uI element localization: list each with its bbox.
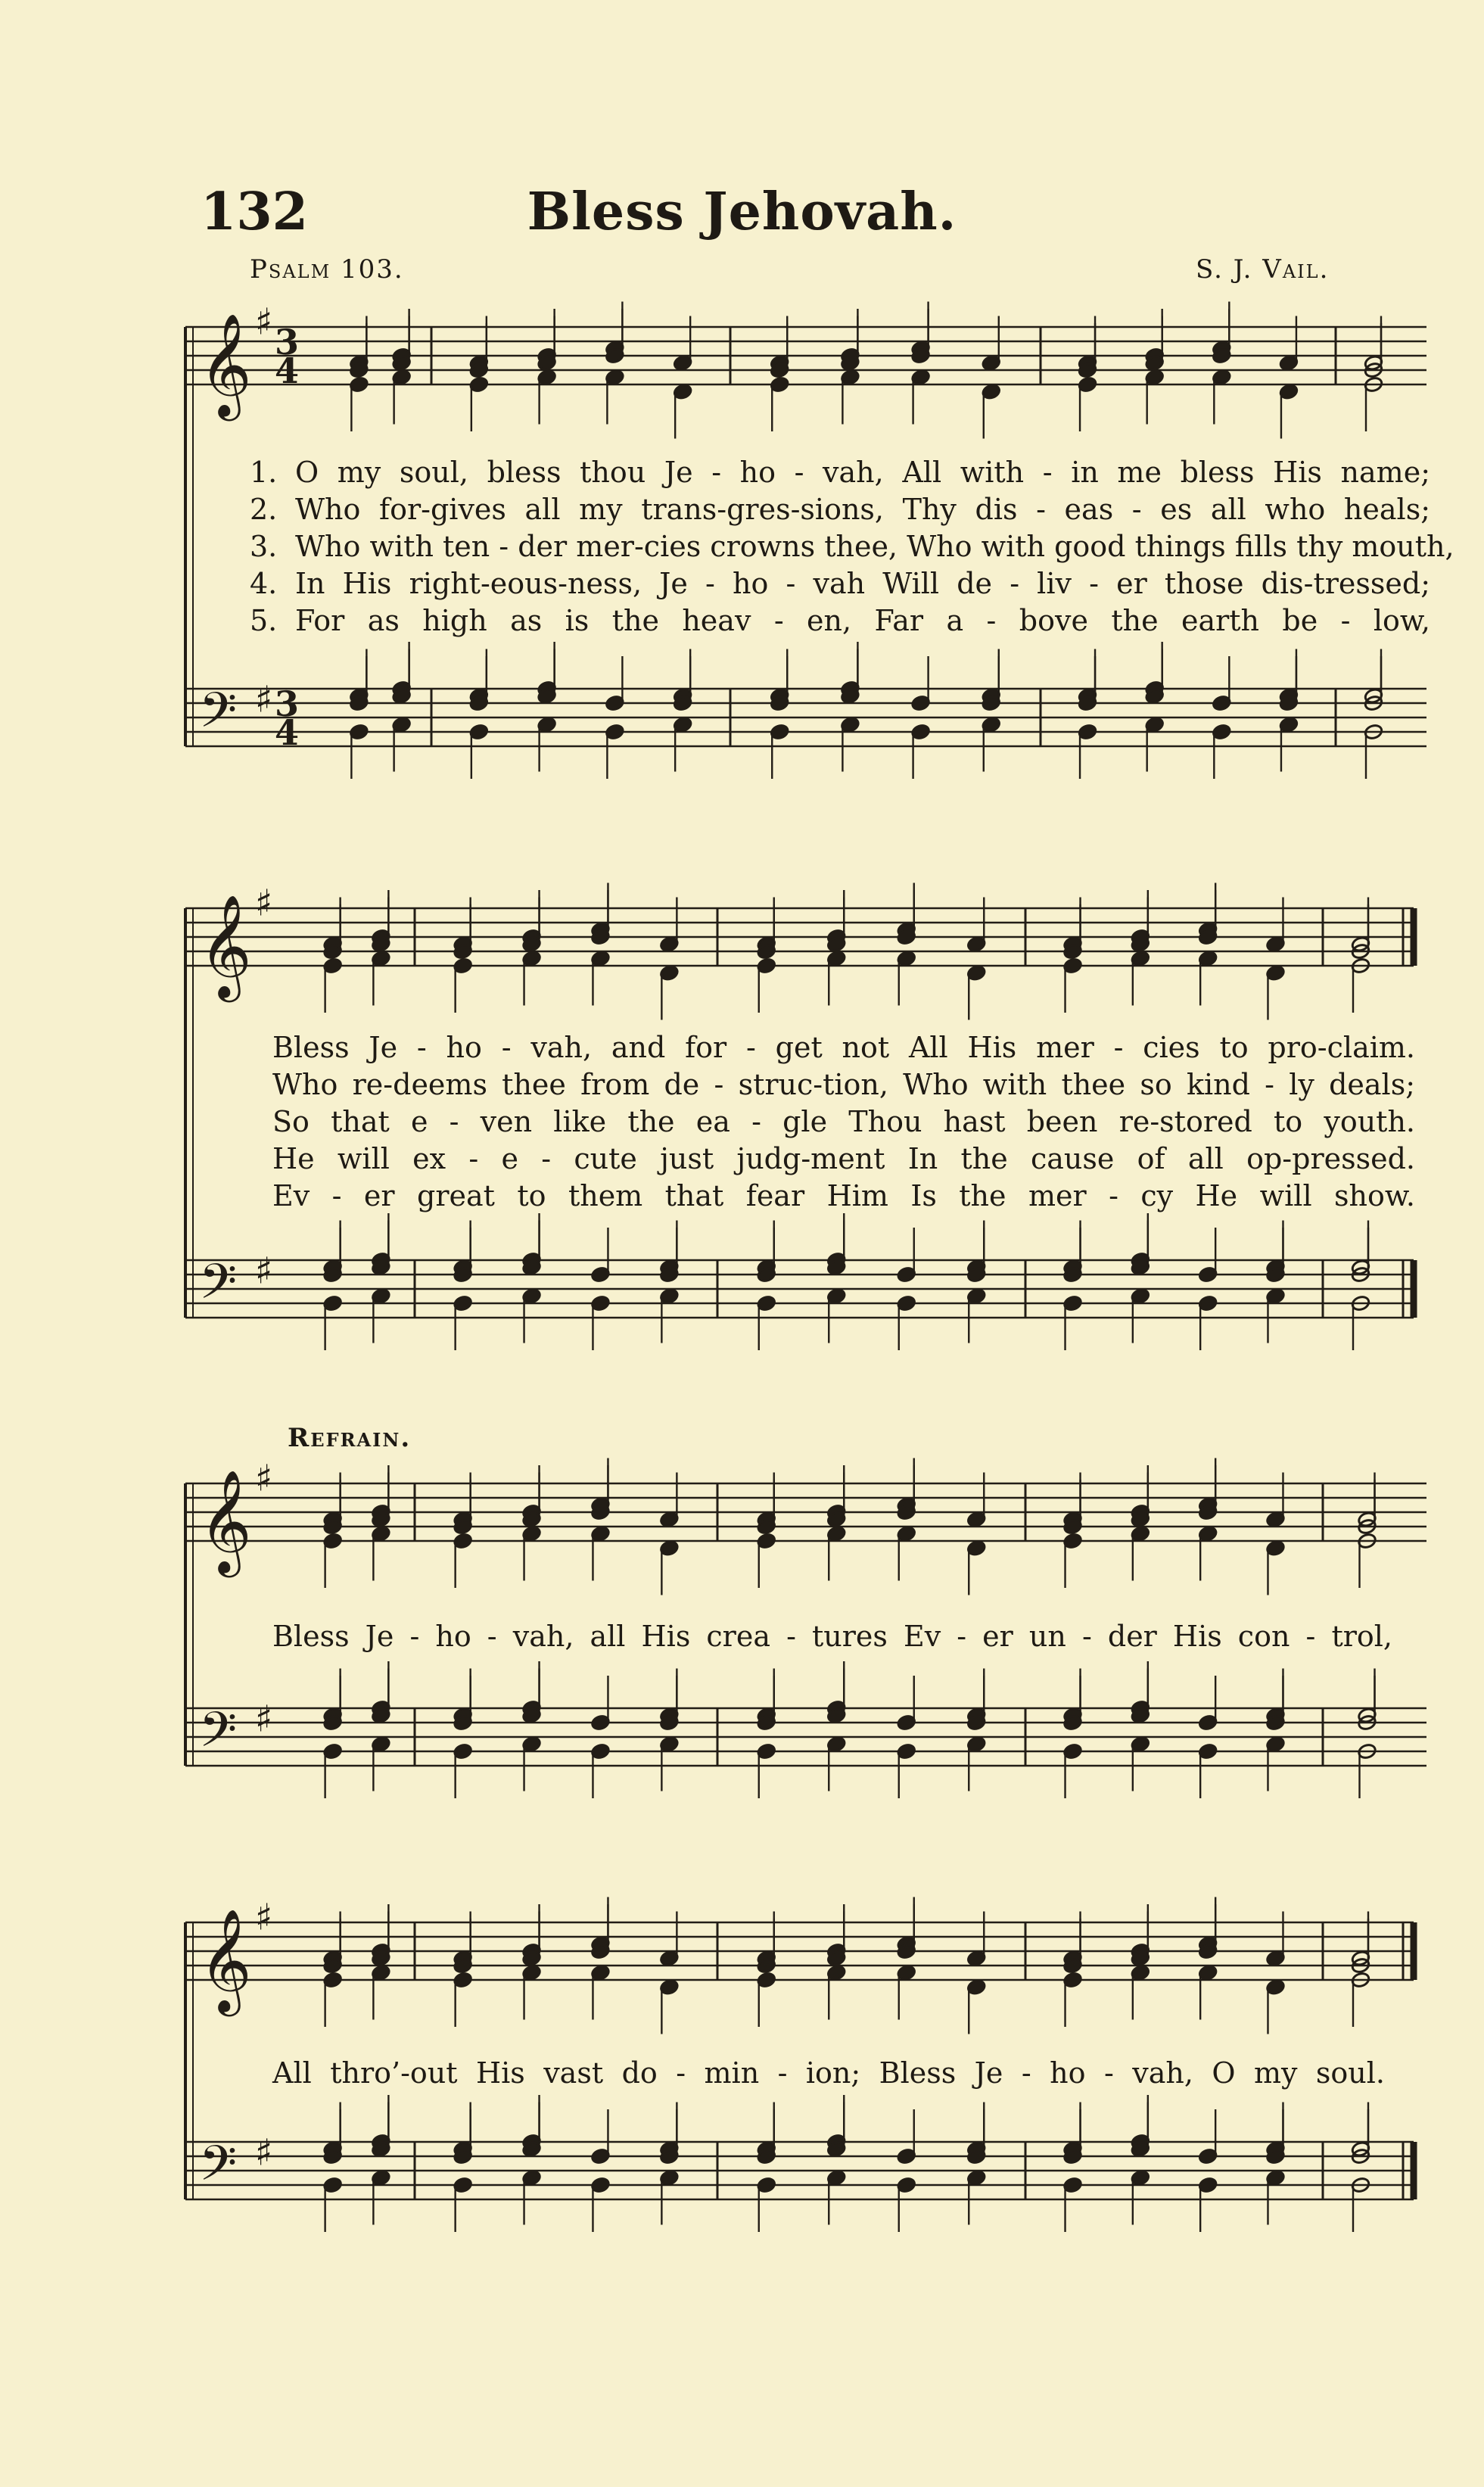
hymn-title: Bless Jehovah. [527, 182, 957, 242]
sharp-icon: ♯ [255, 882, 273, 925]
refrain-lyrics-2 [272, 2055, 1385, 2092]
treble-clef-icon: 𝄞 [199, 312, 252, 416]
verse-text: So that e - ven like the ea - gle Thou hast been re-stored to youth. [272, 1105, 1415, 1138]
verse-line [250, 565, 1430, 602]
verse-number: 1. [250, 456, 278, 489]
verse-text: Bless Je - ho - vah, and for - get not All His mer - cies to pro-claim. [272, 1031, 1415, 1064]
verses-system-1 [250, 454, 1454, 640]
refrain-text: All thro’-out His vast do - min - ion; Bless Je - ho - vah, O my soul. [272, 2056, 1385, 2090]
verse-number: 5. [250, 604, 278, 637]
verse-text: Who re-deems thee from de - struc-tion, Who with thee so kind - ly deals; [272, 1068, 1415, 1101]
refrain-line [272, 1618, 1392, 1655]
sharp-icon: ♯ [255, 300, 273, 344]
time-signature-bottom: 4 [275, 350, 300, 391]
treble-clef-icon: 𝄞 [199, 1468, 252, 1573]
verse-line [272, 1178, 1415, 1215]
verse-text: In His right-eous-ness, Je - ho - vah Will de - liv - er those dis-tressed; [295, 567, 1430, 600]
verse-line [250, 528, 1454, 565]
refrain-line [272, 2055, 1385, 2092]
verse-line [250, 491, 1430, 528]
page-number: 132 [201, 182, 308, 242]
time-signature-top: 3 [275, 322, 300, 363]
time-signature-bottom: 4 [275, 712, 300, 753]
verse-text: O my soul, bless thou Je - ho - vah, All with - in me bless His name; [295, 456, 1430, 489]
verse-line [250, 454, 1430, 491]
treble-clef-icon: 𝄞 [199, 1907, 252, 2012]
verse-text: Who with ten - der mer-cies crowns thee, Who with good things fills thy mouth, [295, 530, 1454, 563]
sharp-icon: ♯ [255, 1896, 273, 1939]
verse-number: 2. [250, 493, 278, 526]
verse-line [272, 1103, 1415, 1141]
composer-name: S. J. Vail. [1196, 254, 1330, 285]
time-signature-top: 3 [275, 683, 300, 724]
verse-line [272, 1141, 1415, 1178]
bass-clef-icon: 𝄢 [199, 683, 238, 751]
refrain-label: Refrain. [288, 1423, 412, 1453]
bass-clef-icon: 𝄢 [199, 1702, 238, 1770]
verse-text: Who for-gives all my trans-gres-sions, Thy dis - eas - es all who heals; [295, 493, 1430, 526]
sharp-icon: ♯ [255, 1457, 273, 1500]
scripture-source: Psalm 103. [250, 254, 404, 285]
verse-number: 4. [250, 567, 278, 600]
verse-text: He will ex - e - cute just judg-ment In the cause of all op-pressed. [272, 1142, 1415, 1175]
sharp-icon: ♯ [255, 1698, 273, 1741]
bass-clef-icon: 𝄢 [199, 1254, 238, 1322]
verses-system-2 [272, 1029, 1415, 1215]
verse-line [250, 602, 1430, 640]
verse-line [272, 1066, 1415, 1103]
refrain-lyrics-1 [272, 1618, 1392, 1655]
verse-text: For as high as is the heav - en, Far a - bove the earth be - low, [295, 604, 1430, 637]
sharp-icon: ♯ [255, 1250, 273, 1293]
sharp-icon: ♯ [255, 2131, 273, 2174]
refrain-text: Bless Je - ho - vah, all His crea - tures Ev - er un - der His con - trol, [272, 1620, 1392, 1653]
bass-clef-icon: 𝄢 [199, 2136, 238, 2204]
verse-number: 3. [250, 530, 278, 563]
verse-line [272, 1029, 1415, 1066]
verse-text: Ev - er great to them that fear Him Is the mer - cy He will show. [272, 1179, 1415, 1212]
sharp-icon: ♯ [255, 678, 273, 721]
treble-clef-icon: 𝄞 [199, 893, 252, 998]
